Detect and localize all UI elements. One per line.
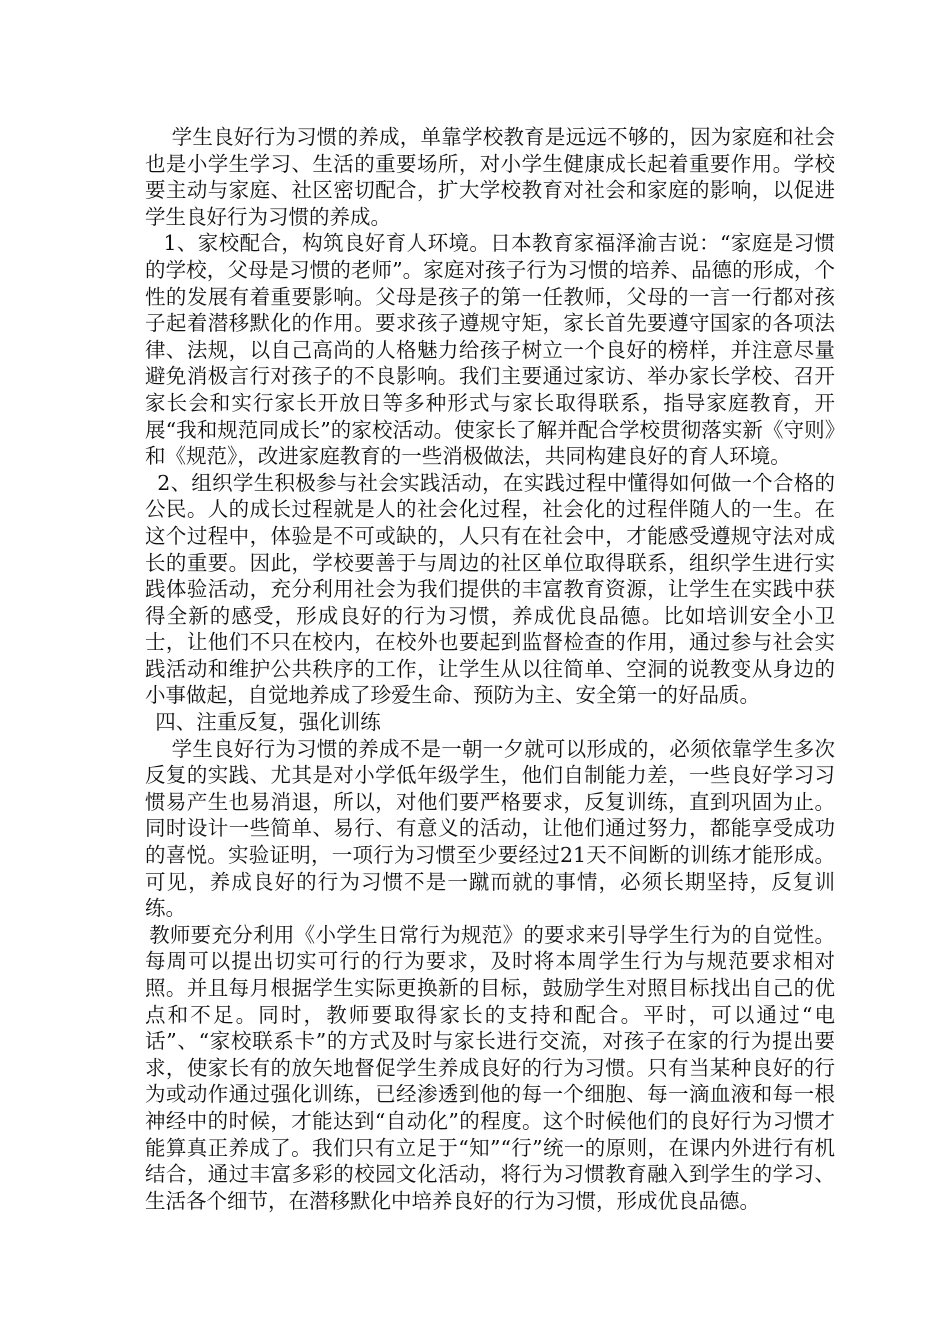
- paragraph-social-practice: 2、组织学生积极参与社会实践活动，在实践过程中懂得如何做一个合格的公民。人的成长过程就是人的社会化过程，社会化的过程伴随人的一生。在这个过程中，体验是不可或缺的，人只有在社会中，才能感受遵规守法对成长的重要。因此，学校要善于与周边的社区单位取得联系，组织学生进行实践体验活动，充分利用社会为我们提供的丰富教育资源，让学生在实践中获得全新的感受，形成良好的行为习惯，养成优良品德。比如培训安全小卫士，让他们不只在校内，在校外也要起到监督检查的作用，通过参与社会实践活动和维护公共秩序的工作，让学生从以往简单、空洞的说教变从身边的小事做起，自觉地养成了珍爱生命、预防为主、安全第一的好品质。: [145, 470, 835, 708]
- paragraph-intro: 学生良好行为习惯的养成，单靠学校教育是远远不够的，因为家庭和社会也是小学生学习、生活的重要场所，对小学生健康成长起着重要作用。学校要主动与家庭、社区密切配合，扩大学校教育对社会和家庭的影响，以促进学生良好行为习惯的养成。: [145, 125, 835, 229]
- section-heading: 四、注重反复，强化训练: [155, 710, 381, 735]
- document-body: [145, 124, 835, 1214]
- paragraph-teacher: 教师要充分利用《小学生日常行为规范》的要求来引导学生行为的自觉性。每周可以提出切实可行的行为要求，及时将本周学生行为与规范要求相对照。并且每月根据学生实际更换新的目标，鼓励学生对照目标找出自己的优点和不足。同时，教师要取得家长的支持和配合。平时，可以通过“电话”、“家校联系卡”的方式及时与家长进行交流，对孩子在家的行为提出要求，使家长有的放矢地督促学生养成良好的行为习惯。只有当某种良好的行为或动作通过强化训练，已经渗透到他的每一个细胞、每一滴血液和每一根神经中的时候，才能达到“自动化”的程度。这个时候他们的良好行为习惯才能算真正养成了。我们只有立足于“知”“行”统一的原则，在课内外进行有机结合，通过丰富多彩的校园文化活动，将行为习惯教育融入到学生的学习、生活各个细节，在潜移默化中培养良好的行为习惯，形成优良品德。: [145, 922, 835, 1213]
- paragraph-home-school: 1、家校配合，构筑良好育人环境。日本教育家福泽渝吉说：“家庭是习惯的学校，父母是习惯的老师”。家庭对孩子行为习惯的培养、品德的形成，个性的发展有着重要影响。父母是孩子的第一任教师，父母的一言一行都对孩子起着潜移默化的作用。要求孩子遵规守矩，家长首先要遵守国家的各项法律、法规，以自己高尚的人格魅力给孩子树立一个良好的榜样，并注意尽量避免消极言行对孩子的不良影响。我们主要通过家访、举办家长学校、召开家长会和实行家长开放日等多种形式与家长取得联系，指导家庭教育，开展“我和规范同成长”的家校活动。使家长了解并配合学校贯彻落实新《守则》和《规范》，改进家庭教育的一些消极做法，共同构建良好的育人环境。: [145, 231, 835, 469]
- paragraph-repetition: 学生良好行为习惯的养成不是一朝一夕就可以形成的，必须依靠学生多次反复的实践、尤其是对小学低年级学生，他们自制能力差，一些良好学习习惯易产生也易消退，所以，对他们要严格要求，反复训练，直到巩固为止。同时设计一些简单、易行、有意义的活动，让他们通过努力，都能享受成功的喜悦。实验证明，一项行为习惯至少要经过21天不间断的训练才能形成。可见，养成良好的行为习惯不是一蹴而就的事情，必须长期坚持，反复训练。: [145, 736, 835, 921]
